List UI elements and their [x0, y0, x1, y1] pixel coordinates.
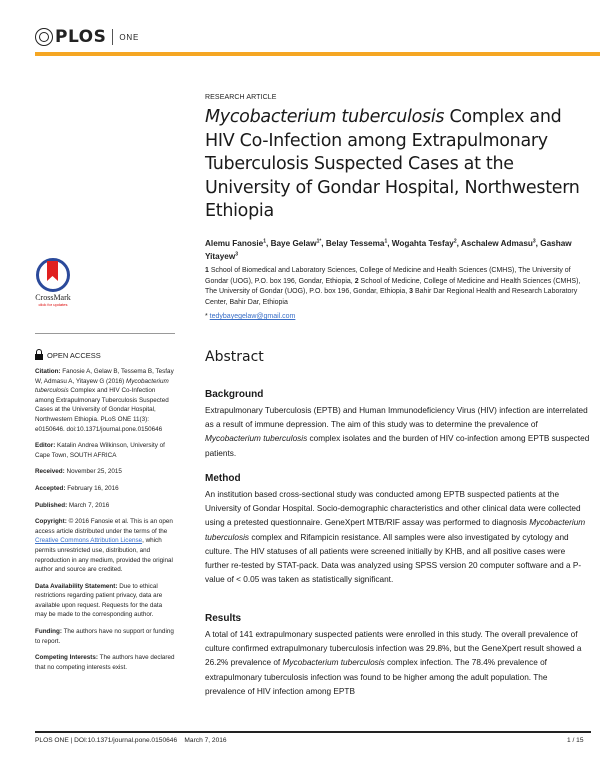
author-name: Gashaw Yitayew [205, 238, 572, 261]
plos-globe-icon [35, 28, 53, 46]
competing-interests-label: Competing Interests: [35, 654, 98, 662]
author-affiliation-marker: 3 [532, 238, 536, 244]
sidebar-divider [35, 333, 175, 334]
editor-text: Katalin Andrea Wilkinson, University of Cape Town, SOUTH AFRICA [35, 442, 165, 459]
affiliation-text: School of Biomedical and Laboratory Sciences, College of Medicine and Health Sciences (CMHS), The University of Gondar (UOG), P.O. box 196, Gondar, Ethiopia, [205, 267, 571, 285]
results-paragraph [205, 628, 590, 699]
method-heading: Method [205, 473, 241, 484]
email-link[interactable]: tedybayegelaw@gmail.com [209, 313, 296, 320]
received-value: November 25, 2015 [64, 468, 122, 476]
citation-label: Citation: [35, 368, 61, 375]
method-paragraph [205, 488, 590, 587]
open-lock-icon [35, 354, 43, 360]
paragraph-text: Extrapulmonary Tuberculosis (EPTB) and Human Immunodeficiency Virus (HIV) infection are interrelated as a result of immune depression. The aim of this study was to determine the prevalence of [205, 406, 588, 430]
paragraph-text: complex infection. The 78.4% prevalence of extrapulmonary tuberculosis infection was found to be higher among the adult population. The prevalence of HIV infection among EPTB [205, 658, 548, 696]
species-name: Mycobacterium tuberculosis [205, 434, 308, 444]
logo-divider [112, 29, 113, 45]
author: Wogahta Tesfay$^2$, [391, 238, 461, 248]
author: Alemu Fanosie$^1$, [205, 238, 271, 248]
data-availability-label: Data Availability Statement: [35, 582, 118, 590]
affiliation-number: 3 [409, 288, 414, 296]
citation-text-rest: Complex and HIV Co-Infection among Extrapulmonary Tuberculosis Suspected Cases at the University of Gondar Hospital, Northwestern Ethiopia. PLoS ONE 11(3): e0150646. doi:10.1371/journal.pone.0150646 [35, 387, 169, 433]
editor [35, 441, 175, 460]
funding-text: The authors have no support or funding to report. [35, 628, 174, 645]
data-availability [35, 582, 175, 620]
results-heading: Results [205, 613, 242, 624]
affiliations [205, 266, 590, 308]
received-label: Received: [35, 468, 65, 476]
author-name: Alemu Fanosie [205, 238, 264, 248]
author: Aschalew Admasu$^3$, [460, 238, 541, 248]
article-info-sidebar [35, 367, 175, 679]
article-type: RESEARCH ARTICLE [205, 94, 277, 101]
logo-plos-text: PLOS [55, 27, 107, 47]
logo-one-text: ONE [119, 32, 140, 42]
copyright-text-rest: , which permits unrestricted use, distribution, and reproduction in any medium, provided the original author and source are credited. [35, 537, 173, 574]
affiliation-text: Bahir Dar Regional Health and Research Laboratory Center, Bahir Dar, Ethiopia [205, 288, 578, 306]
paragraph-text: A total of 141 extrapulmonary suspected patients were enrolled in this study. The overall prevalence of culture confirmed extrapulmonary tuberculosis infection was 29.8%, but the GeneXpert result showed a 26.2% prevalence of [205, 630, 582, 668]
citation-text: Fanosie A, Gelaw B, Tessema B, Tesfay W, Admasu A, Yitayew G (2016) [35, 368, 174, 385]
accepted-date [35, 484, 175, 494]
published-value: March 7, 2016 [67, 501, 110, 509]
crossmark-label: CrossMark [35, 293, 71, 302]
species-name: Mycobacterium tuberculosis [205, 518, 586, 542]
editor-label: Editor: [35, 442, 56, 450]
accepted-value: February 16, 2016 [65, 484, 119, 492]
published-date [35, 501, 175, 511]
author-affiliation-marker: 2 [453, 238, 457, 244]
article-title [205, 106, 585, 224]
copyright [35, 517, 175, 575]
crossmark-icon [36, 258, 70, 292]
affiliation-number: 2 [354, 277, 359, 285]
author: Baye Gelaw$^{1*}$, [270, 238, 326, 248]
footer-citation: PLOS ONE | DOI:10.1371/journal.pone.0150646 March 7, 2016 [35, 737, 227, 744]
abstract-heading: Abstract [205, 349, 264, 365]
background-heading: Background [205, 389, 264, 400]
data-availability-text: Due to ethical restrictions regarding patient privacy, data are available upon request. Requests for the data may be made to the corresponding author. [35, 582, 163, 619]
affiliation-text: School of Medicine, College of Medicine and Health Sciences (CMHS), The University of Gondar (UOG), P.O. box 196, Gondar, Ethiopia, [205, 277, 581, 296]
crossmark-badge[interactable] [33, 258, 73, 307]
author-name: Aschalew Admasu [460, 238, 533, 248]
corresponding-email [205, 313, 295, 320]
author-affiliation-marker: 3 [235, 251, 238, 258]
paragraph-text: complex and Rifampicin resistance. All samples were also investigated by cytology and culture. The HIV statuses of all patients were screened initially by KHB, and all positive cases were further re-tested by STAT-pack. Data was analyzed using SPSS version 20 computer software and a P-value of < 0.05 was taken as statistically significant. [205, 532, 582, 585]
paragraph-text: An institution based cross-sectional study was conducted among EPTB suspected patients at the University of Gondar Hospital. Socio-demographic characteristics and other clinical data were collected using a pretested questionnaire. GeneXpert MTB/RIF assay was performed to diagnosis [205, 490, 581, 528]
funding [35, 627, 175, 646]
citation [35, 367, 175, 434]
published-label: Published: [35, 501, 68, 509]
footer-rule [35, 731, 591, 733]
open-access-badge [35, 351, 101, 360]
received-date [35, 467, 175, 477]
author-name: Wogahta Tesfay [391, 238, 454, 248]
author-affiliation-marker: 1 [384, 238, 388, 244]
author-name: Belay Tessema [325, 238, 385, 248]
accepted-label: Accepted: [35, 484, 66, 492]
funding-label: Funding: [35, 628, 62, 636]
author-affiliation-marker: 1 [263, 238, 267, 244]
bookmark-ribbon-icon [47, 261, 58, 281]
competing-interests-text: The authors have declared that no competing interests exist. [35, 654, 175, 671]
open-access-label: OPEN ACCESS [47, 351, 101, 360]
author: Belay Tessema$^1$, [325, 238, 392, 248]
author-affiliation-marker: 1* [316, 238, 322, 244]
crossmark-sublabel: click for updates [38, 302, 68, 307]
title-species: Mycobacterium tuberculosis [205, 107, 445, 127]
citation-species: Mycobacterium tuberculosis [35, 377, 169, 395]
copyright-label: Copyright: [35, 518, 67, 526]
page-number: 1 / 15 [567, 737, 584, 744]
author-name: Baye Gelaw [270, 238, 317, 248]
license-link[interactable]: Creative Commons Attribution License [35, 537, 143, 545]
species-name: Mycobacterium tuberculosis [282, 658, 385, 668]
journal-logo[interactable] [35, 26, 139, 48]
affiliation-number: 1 [205, 267, 209, 274]
paragraph-text: complex isolates and the burden of HIV co-infection among EPTB suspected patients. [205, 434, 590, 458]
copyright-text: © 2016 Fanosie et al. This is an open access article distributed under the terms of the [35, 518, 173, 535]
author-list [205, 236, 590, 262]
competing-interests [35, 653, 175, 672]
header-accent-rule [35, 52, 600, 56]
corresponding-marker: * [205, 313, 210, 320]
title-text: Complex and HIV Co-Infection among Extrapulmonary Tuberculosis Suspected Cases at the University of Gondar Hospital, Northwestern Ethiopia [205, 107, 580, 222]
background-paragraph [205, 404, 590, 461]
